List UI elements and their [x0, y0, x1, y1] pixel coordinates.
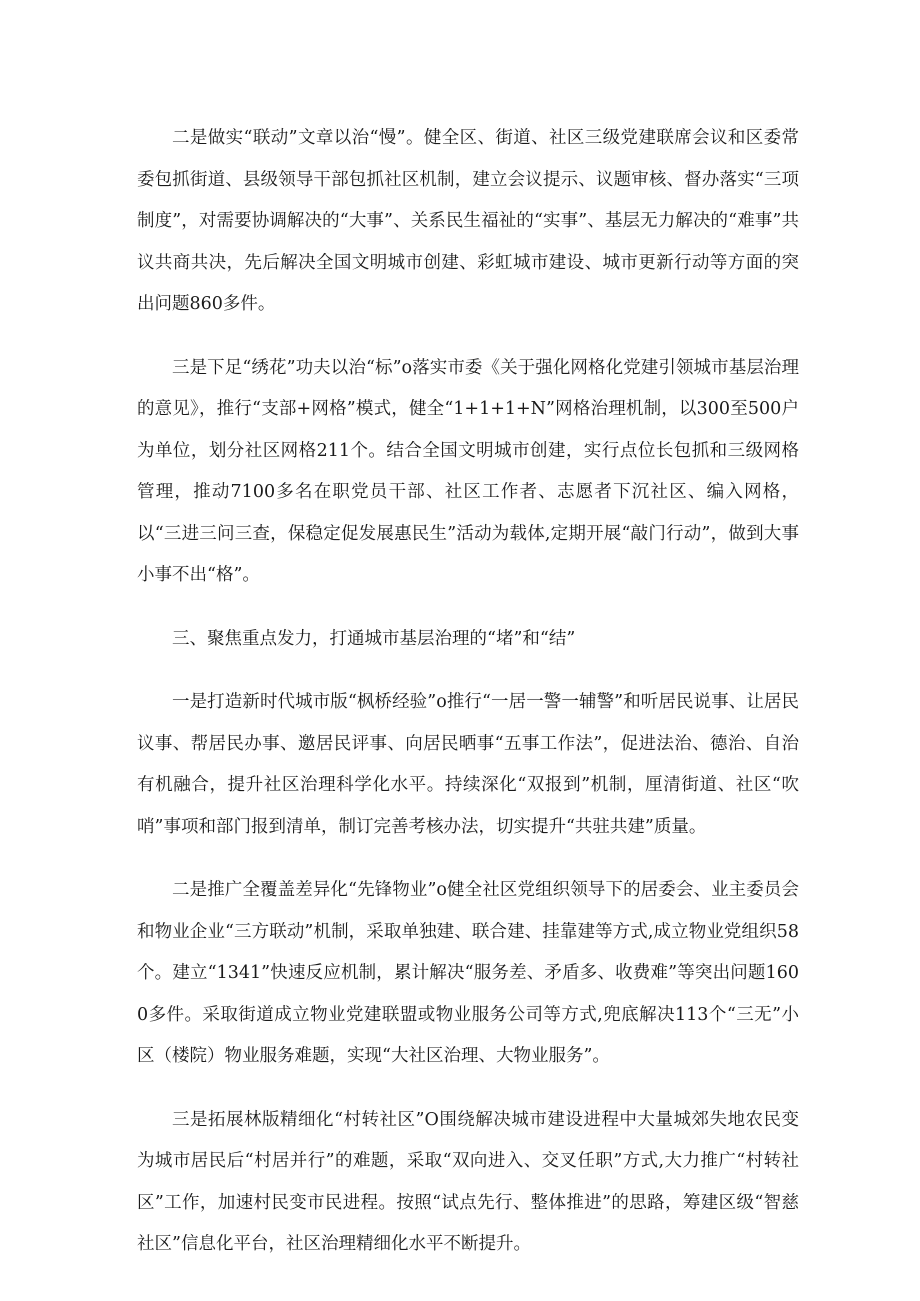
section-heading: 三、聚焦重点发力，打通城市基层治理的“堵”和“结”	[172, 628, 576, 649]
paragraph-fengqiao: 一是打造新时代城市版“枫桥经验”o推行“一居一警一辅警”和听居民说事、让居民议事、帮居民办事、邀居民评事、向居民晒事“五事工作法”，促进法治、德治、自治有机融合，提升社区治理科学化水平。持续深化“双报到”机制，厘清街道、社区“吹哨”事项和部门报到清单，制订完善考核办法，切实提升“共驻共建”质量。	[137, 692, 799, 837]
paragraph-village-community: 三是拓展林版精细化“村转社区”O围绕解决城市建设进程中大量城郊失地农民变为城市居民后“村居并行”的难题，采取“双向进入、交叉任职”方式,大力推广“村转社区”工作，加速村民变市民进程。按照“试点先行、整体推进”的思路，筹建区级“智慈社区”信息化平台，社区治理精细化水平不断提升。	[137, 1109, 799, 1254]
document-body	[137, 118, 799, 1288]
paragraph-embroidery: 三是下足“绣花”功夫以治“标”o落实市委《关于强化网格化党建引领城市基层治理的意见》，推行“支部+网格”模式，健全“1+1+1+N”网格治理机制，以300至500户为单位，划分社区网格211个。结合全国文明城市创建，实行点位长包抓和三级网格管理，推动7100多名在职党员干部、社区工作者、志愿者下沉社区、编入网格，以“三进三问三查，保稳定促发展惠民生”活动为载体,定期开展“敲门行动”，做到大事小事不出“格”。	[137, 357, 799, 585]
paragraph-pioneer-property: 二是推广全覆盖差异化“先锋物业”o健全社区党组织领导下的居委会、业主委员会和物业企业“三方联动”机制，采取单独建、联合建、挂靠建等方式,成立物业党组织58个。建立“1341”快速反应机制，累计解决“服务差、矛盾多、收费难”等突出问题1600多件。采取街道成立物业党建联盟或物业服务公司等方式,兜底解决113个“三无”小区（楼院）物业服务难题，实现“大社区治理、大物业服务”。	[137, 880, 799, 1066]
paragraph-linkage: 二是做实“联动”文章以治“慢”。健全区、街道、社区三级党建联席会议和区委常委包抓街道、县级领导干部包抓社区机制，建立会议提示、议题审核、督办落实“三项制度”，对需要协调解决的“大事”、关系民生福祉的“实事”、基层无力解决的“难事”共议共商共决，先后解决全国文明城市创建、彩虹城市建设、城市更新行动等方面的突出问题860多件。	[137, 128, 799, 314]
